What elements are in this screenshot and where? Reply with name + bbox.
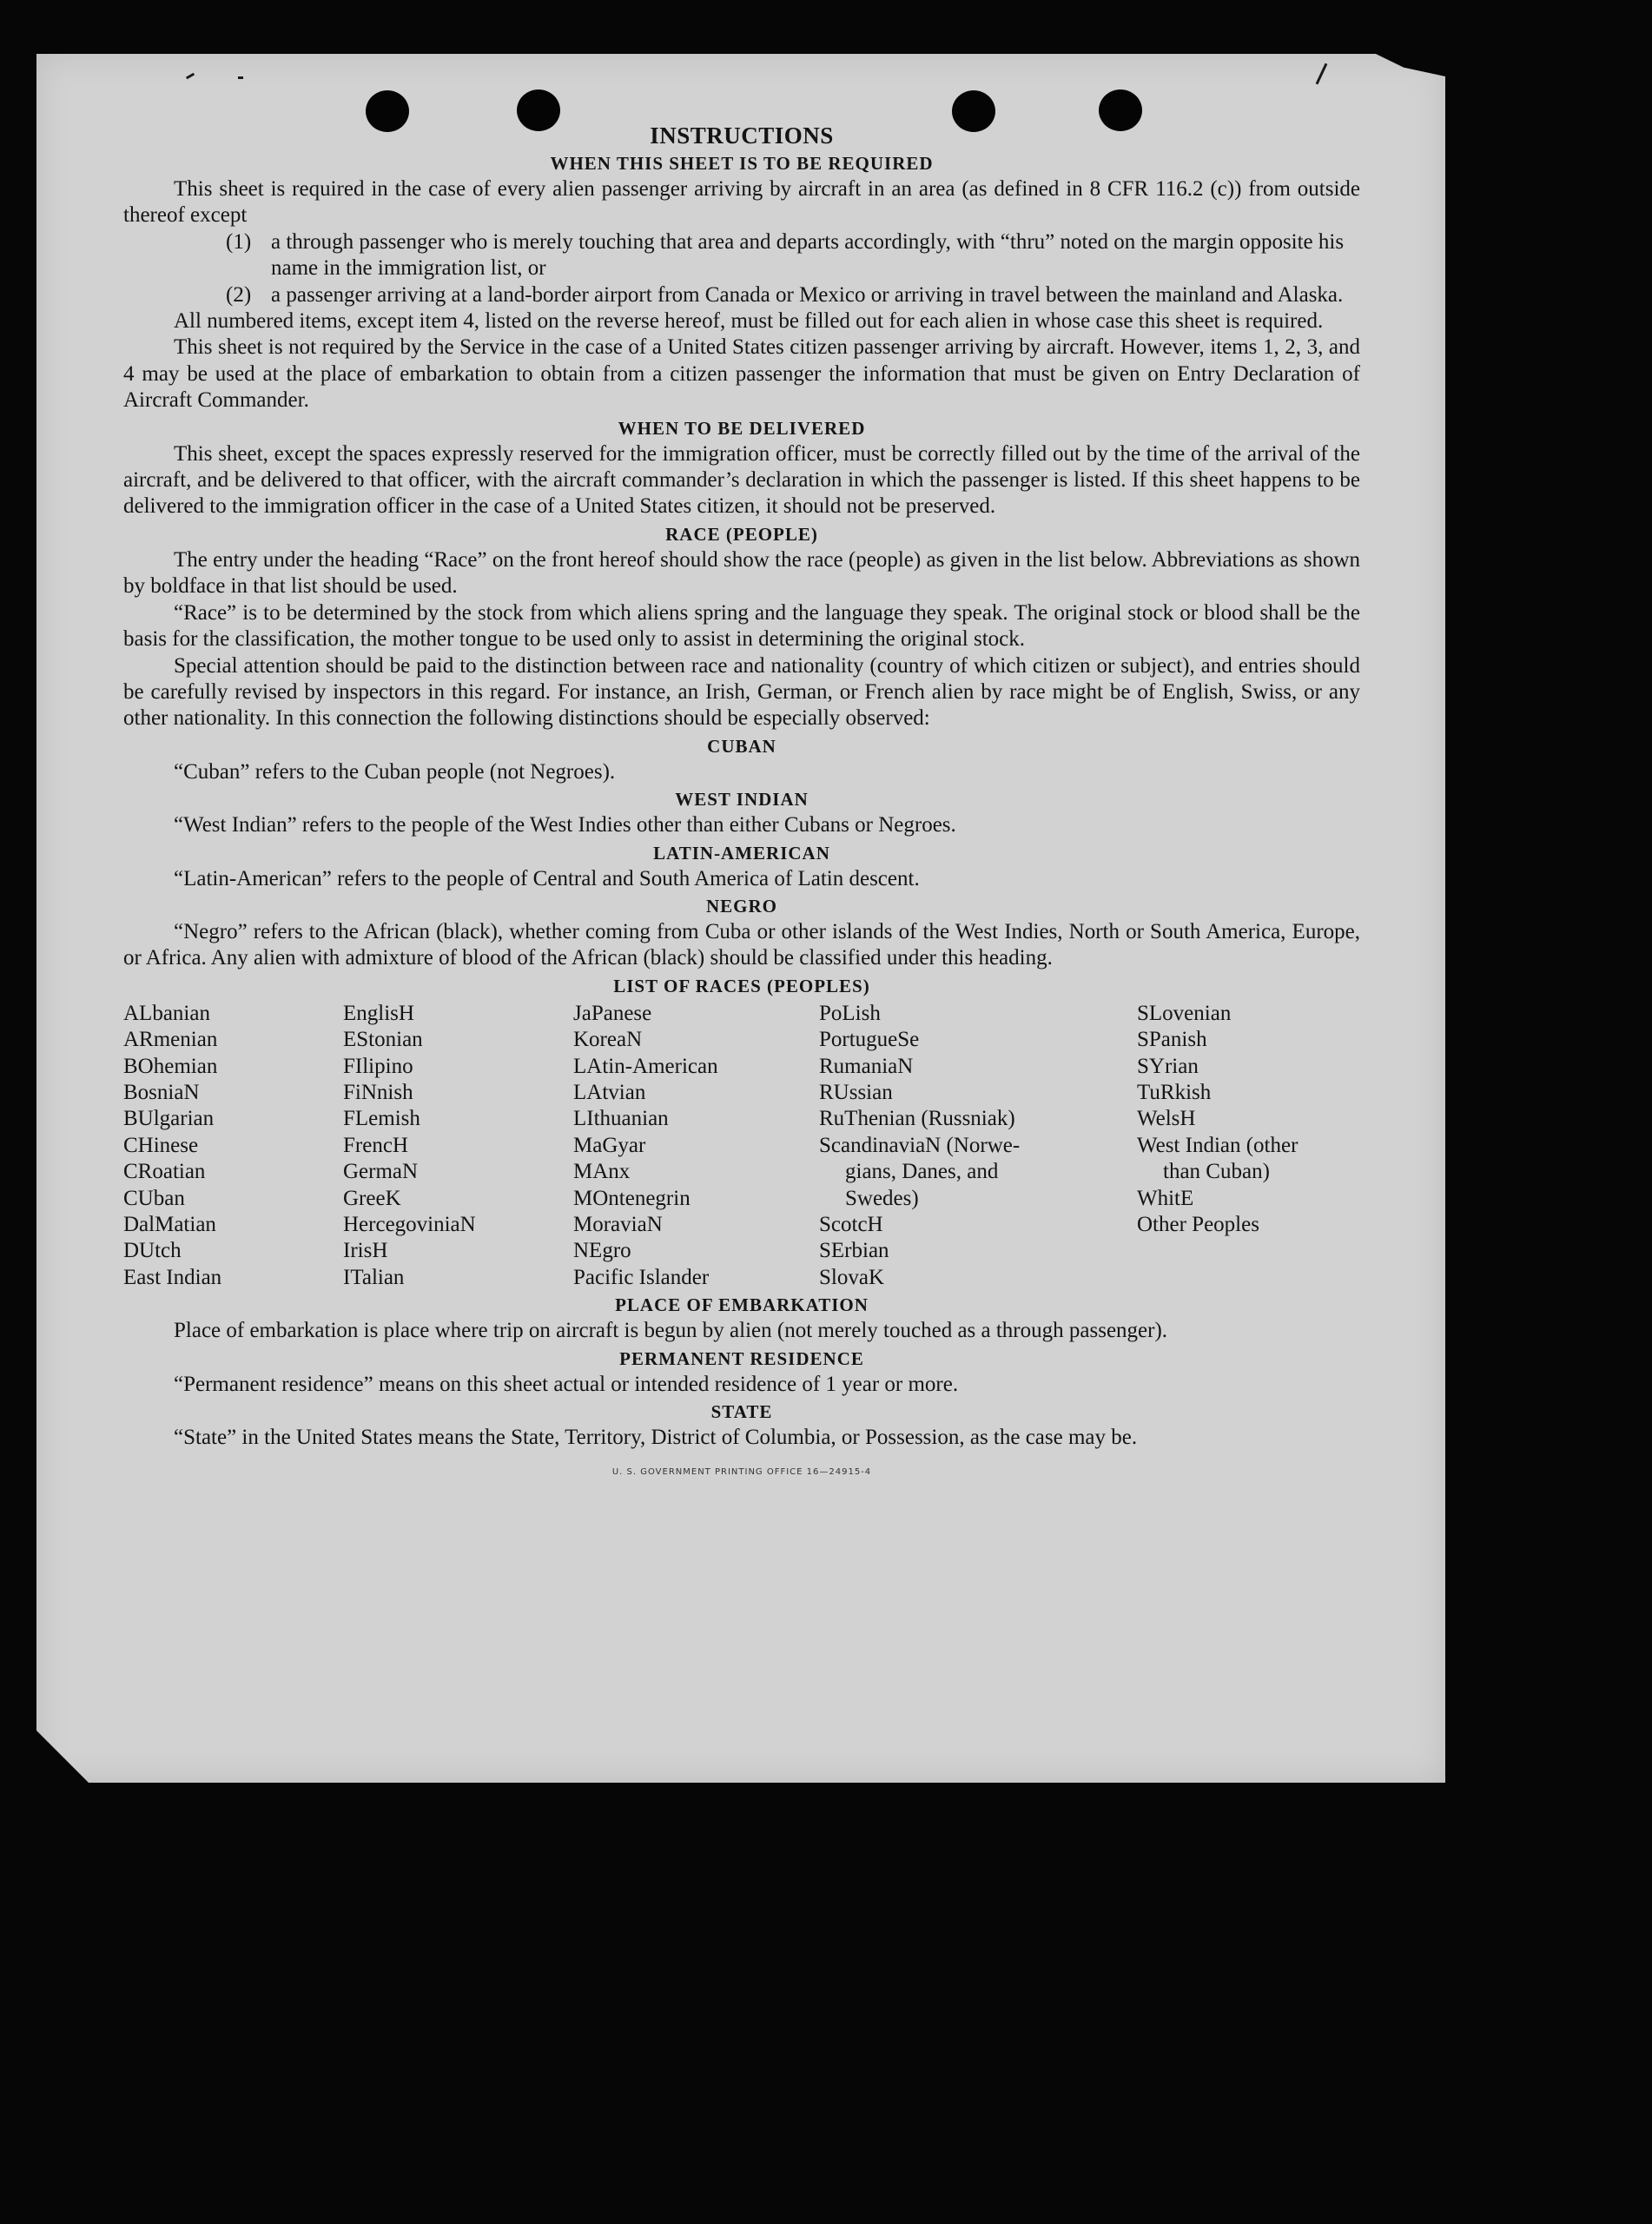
race-entry: KoreaN <box>573 1028 643 1052</box>
races-column <box>343 1001 573 1291</box>
torn-corner <box>1376 54 1445 76</box>
paragraph: Special attention should be paid to the distinction between race and nationality (country of which citizen or subject), and entries should be carefully revised by inspectors in this regard. For instance, an Irish, German, or French alien by race might be of English, Swiss, or any other nationality. In this connection the following distinctions should be especially observed: <box>123 653 1360 731</box>
race-entry: GermaN <box>343 1160 419 1184</box>
paragraph: This sheet is not required by the Service in the case of a United States citizen passenger arriving by aircraft. However, items 1, 2, 3, and 4 may be used at the place of embarkation to obtain from a citizen passenger the information that must be given on Entry Declaration of Aircraft Commander. <box>123 335 1360 413</box>
races-column <box>1137 1001 1360 1291</box>
race-entry: CUban <box>123 1186 185 1210</box>
paragraph: The entry under the heading “Race” on the front hereof should show the race (people) as given in the list below. Abbreviations as shown by boldface in that list should be used. <box>123 547 1360 599</box>
paragraph: This sheet is required in the case of every alien passenger arriving by aircraft in an area (as defined in 8 CFR 116.2 (c)) from outside thereof except <box>123 177 1360 228</box>
race-entry: SLovenian <box>1137 1001 1232 1025</box>
race-entry: LAtin-American <box>573 1054 718 1078</box>
race-entry: FIlipino <box>343 1054 413 1078</box>
paragraph: All numbered items, except item 4, listed on the reverse hereof, must be filled out for each alien in whose case this sheet is required. <box>174 309 1324 334</box>
instructions-body <box>123 122 1360 1486</box>
race-entry: RUssian <box>819 1080 893 1104</box>
race-entry: Pacific Islander <box>573 1265 710 1289</box>
race-entry: HercegoviniaN <box>343 1213 476 1236</box>
race-entry: West Indian (other <box>1137 1133 1298 1157</box>
race-entry: JaPanese <box>573 1001 652 1025</box>
section-heading-negro: NEGRO <box>705 895 777 917</box>
section-heading-cuban: CUBAN <box>707 735 776 757</box>
race-entry: BOhemian <box>123 1054 218 1078</box>
race-entry: EnglisH <box>343 1001 414 1025</box>
race-entry: East Indian <box>123 1265 222 1289</box>
definition-text: Place of embarkation is place where trip on aircraft is begun by alien (not merely touched as a through passenger). <box>174 1319 1168 1343</box>
race-entry: ScotcH <box>819 1213 883 1236</box>
race-entry: SErbian <box>819 1239 889 1263</box>
race-entry: BUlgarian <box>123 1107 215 1131</box>
race-entry: SlovaK <box>819 1265 884 1289</box>
paragraph: This sheet, except the spaces expressly reserved for the immigration officer, must be correctly filled out by the time of the arrival of the aircraft, and be delivered to that officer, with the aircraft commander’s declaration in which the passenger is listed. If this sheet happens to be delivered to the immigration officer in the case of a United States citizen, it should not be preserved. <box>123 441 1360 519</box>
item-number: (2) <box>226 282 252 307</box>
section-heading-latin-american: LATIN-AMERICAN <box>653 842 830 864</box>
race-entry: WelsH <box>1137 1107 1196 1131</box>
race-entry: NEgro <box>573 1239 631 1263</box>
race-entry: MoraviaN <box>573 1213 663 1236</box>
race-entry: FrencH <box>343 1133 408 1157</box>
section-heading-delivered: WHEN TO BE DELIVERED <box>618 417 866 439</box>
race-entry: DUtch <box>123 1239 182 1263</box>
item-text: a through passenger who is merely touching that area and departs accordingly, with “thru” noted on the margin opposite his name in the immigration list, or <box>271 229 1345 281</box>
race-entry: PoLish <box>819 1001 881 1025</box>
race-entry: LAtvian <box>573 1080 646 1104</box>
section-heading-required: WHEN THIS SHEET IS TO BE REQUIRED <box>550 153 934 174</box>
race-entry: BosniaN <box>123 1080 200 1104</box>
race-entry: IrisH <box>343 1239 388 1263</box>
race-entry: GreeK <box>343 1186 401 1210</box>
paragraph: “Race” is to be determined by the stock from which aliens spring and the language they speak. The original stock or blood shall be the basis for the classification, the mother tongue to be used only to assist in determining the original stock. <box>123 600 1360 652</box>
race-entry: RumaniaN <box>819 1054 914 1078</box>
races-column <box>573 1001 819 1291</box>
race-entry: gians, Danes, and <box>845 1160 999 1184</box>
clipped-corner <box>36 1731 89 1783</box>
race-entry: than Cuban) <box>1163 1160 1270 1184</box>
race-entry: MOntenegrin <box>573 1186 691 1210</box>
item-number: (1) <box>226 229 252 254</box>
definition-text: “Permanent residence” means on this sheet actual or intended residence of 1 year or more. <box>174 1372 959 1396</box>
race-entry: LIthuanian <box>573 1107 669 1131</box>
race-entry: SYrian <box>1137 1054 1199 1078</box>
race-entry: WhitE <box>1137 1186 1194 1210</box>
race-entry: PortugueSe <box>819 1028 920 1052</box>
list-item <box>226 229 1360 282</box>
race-entry: TuRkish <box>1137 1080 1212 1104</box>
race-entry: Other Peoples <box>1137 1213 1259 1236</box>
section-heading-embarkation: PLACE OF EMBARKATION <box>615 1294 869 1316</box>
item-text: a passenger arriving at a land-border airport from Canada or Mexico or arriving in travel between the mainland and Alaska. <box>271 282 1344 307</box>
races-column <box>123 1001 343 1291</box>
stray-mark <box>1316 63 1328 85</box>
race-entry: ALbanian <box>123 1001 210 1025</box>
race-entry: FLemish <box>343 1107 420 1131</box>
race-entry: SPanish <box>1137 1028 1207 1052</box>
section-heading-west-indian: WEST INDIAN <box>675 789 809 811</box>
page-title: INSTRUCTIONS <box>650 122 834 149</box>
race-entry: DalMatian <box>123 1213 216 1236</box>
race-entry: ScandinaviaN (Norwe- <box>819 1133 1021 1157</box>
race-entry: ARmenian <box>123 1028 218 1052</box>
printer-footer: U. S. GOVERNMENT PRINTING OFFICE 16—24915-4 <box>611 1467 872 1478</box>
definition-text: “State” in the United States means the State, Territory, District of Columbia, or Possession, as the case may be. <box>174 1426 1138 1450</box>
stray-mark <box>186 73 195 80</box>
section-heading-races-list: LIST OF RACES (PEOPLES) <box>613 975 870 996</box>
document-sheet <box>36 54 1445 1783</box>
races-column <box>819 1001 1137 1291</box>
race-entry: CRoatian <box>123 1160 206 1184</box>
definition-text: “Negro” refers to the African (black), whether coming from Cuba or other islands of the West Indies, North or South America, Europe, or Africa. Any alien with admixture of blood of the African (black) should be classified under this heading. <box>123 919 1360 970</box>
stray-mark <box>238 76 243 79</box>
section-heading-state: STATE <box>710 1401 773 1423</box>
definition-text: “Cuban” refers to the Cuban people (not Negroes). <box>174 759 616 784</box>
race-entry: MaGyar <box>573 1133 646 1157</box>
race-entry: ITalian <box>343 1265 405 1289</box>
race-entry: Swedes) <box>845 1186 919 1210</box>
races-table <box>123 1001 1360 1291</box>
definition-text: “Latin-American” refers to the people of Central and South America of Latin descent. <box>174 866 920 890</box>
section-heading-residence: PERMANENT RESIDENCE <box>619 1347 864 1369</box>
race-entry: CHinese <box>123 1133 199 1157</box>
list-item <box>226 282 1360 308</box>
race-entry: RuThenian (Russniak) <box>819 1107 1015 1131</box>
section-heading-race: RACE (PEOPLE) <box>665 523 818 545</box>
race-entry: MAnx <box>573 1160 631 1184</box>
definition-text: “West Indian” refers to the people of the West Indies other than either Cubans or Negroes. <box>174 813 956 837</box>
race-entry: EStonian <box>343 1028 423 1052</box>
race-entry: FiNnish <box>343 1080 413 1104</box>
